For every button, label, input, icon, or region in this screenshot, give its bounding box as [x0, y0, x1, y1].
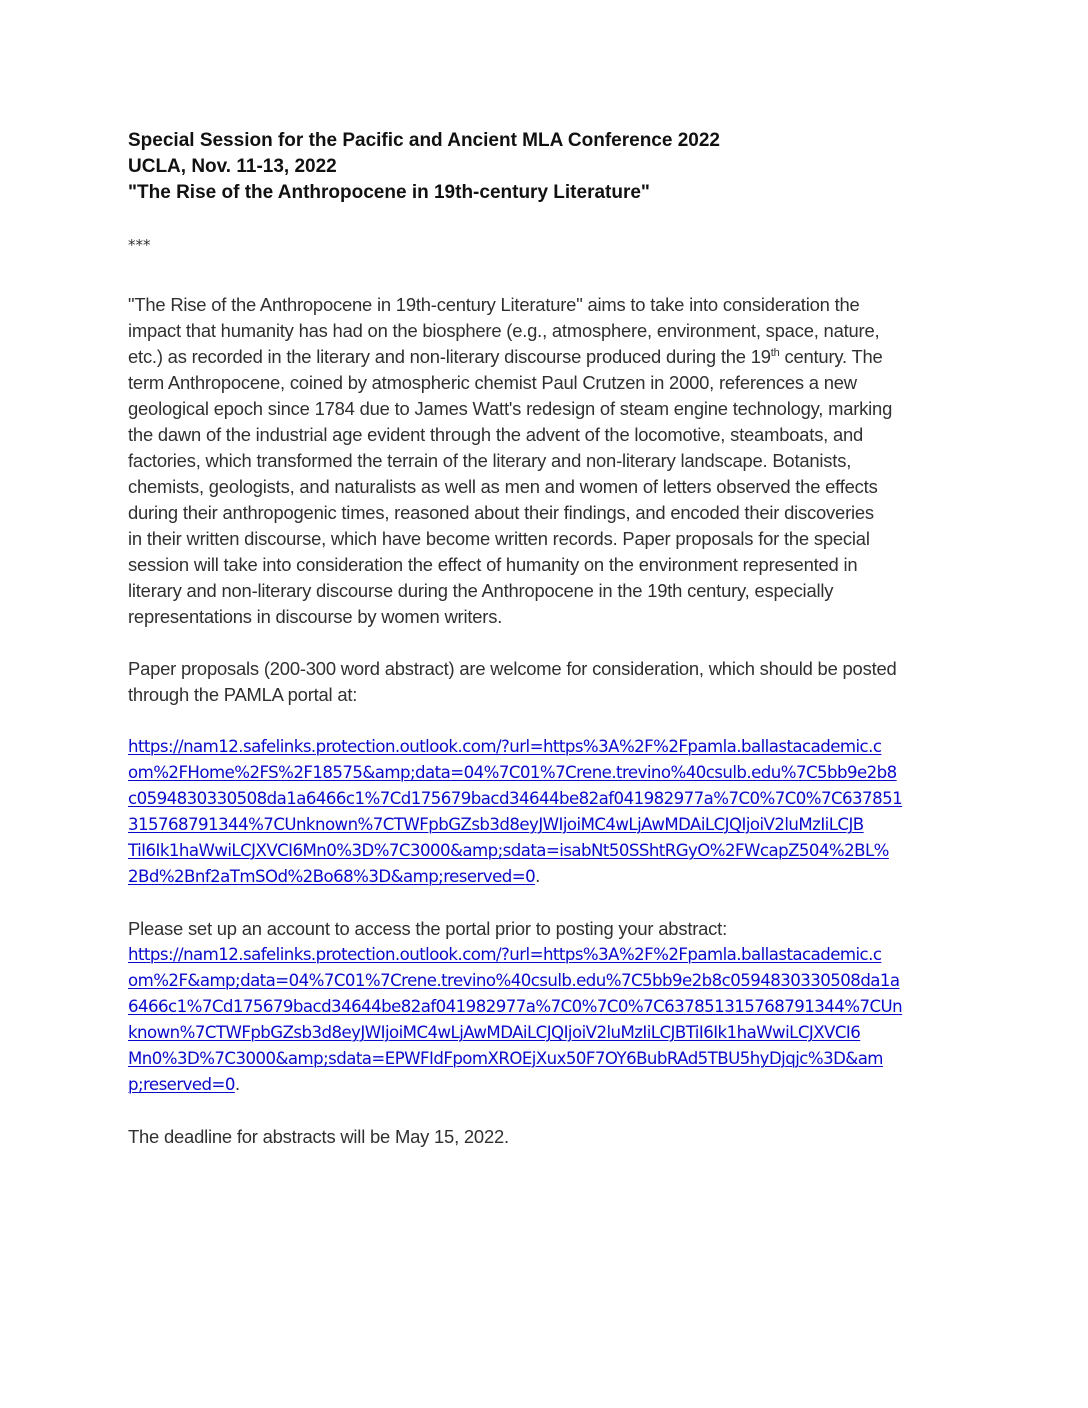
text-line: literary and non-literary discourse during the Anthropocene in the 19th century, especially	[128, 580, 834, 601]
venue-date: UCLA, Nov. 11-13, 2022	[128, 156, 337, 177]
text-line: "The Rise of the Anthropocene in 19th-century Literature" aims to take into consideration the	[128, 294, 860, 315]
submission-paragraph	[128, 656, 968, 708]
text-line: etc.) as recorded in the literary and non-literary discourse produced during the 19th century. The	[128, 346, 883, 367]
account-intro: Please set up an account to access the portal prior to posting your abstract:	[128, 918, 727, 939]
session-theme-title: "The Rise of the Anthropocene in 19th-century Literature"	[128, 182, 650, 203]
account-signup-link[interactable]: https://nam12.safelinks.protection.outlook.com/?url=https%3A%2F%2Fpamla.ballastacademic.c om%2F&amp;data=04%7C01%7Crene.trevino%40csulb.edu%7C5bb9e2b8c0594830330508da1a 6466c1%7Cd175679bacd34644be82af041982977a%7C0%7C0%7C637851315768791344%7CUn known%7CTWFpbGZsb3d8eyJWIjoiMC4wLjAwMDAiLCJQIjoiV2luMzIiLCJBTiI6Ik1haWwiLCJXVCI6 Mn0%3D%7C3000&amp;sdata=EPWFIdFpomXROEjXux50F7OY6BubRAd5TBU5hyDjqjc%3D&am p;reserved=0	[128, 945, 903, 1094]
text-line: during their anthropogenic times, reasoned about their findings, and encoded their discoveries	[128, 502, 874, 523]
text-line: impact that humanity has had on the biosphere (e.g., atmosphere, environment, space, nature,	[128, 320, 880, 341]
text-line: factories, which transformed the terrain of the literary and non-literary landscape. Botanists,	[128, 450, 852, 471]
text-line: session will take into consideration the effect of humanity on the environment represented in	[128, 554, 858, 575]
superscript-th: th	[770, 347, 780, 359]
deadline-text: The deadline for abstracts will be May 15, 2022.	[128, 1126, 509, 1147]
document-page	[128, 128, 968, 1150]
text-line: the dawn of the industrial age evident through the advent of the locomotive, steamboats, and	[128, 424, 864, 445]
description-paragraph	[128, 292, 968, 630]
text-line: geological epoch since 1784 due to James Watt's redesign of steam engine technology, marking	[128, 398, 893, 419]
section-separator: ***	[128, 236, 151, 254]
text-line: term Anthropocene, coined by atmospheric chemist Paul Crutzen in 2000, references a new	[128, 372, 857, 393]
link-trailing-period: .	[535, 867, 540, 886]
account-paragraph	[128, 916, 968, 1098]
text-line: representations in discourse by women writers.	[128, 606, 503, 627]
session-title: Special Session for the Pacific and Ancient MLA Conference 2022	[128, 130, 720, 151]
text-line: chemists, geologists, and naturalists as well as men and women of letters observed the effects	[128, 476, 878, 497]
link-trailing-period: .	[234, 1075, 240, 1094]
document-header	[128, 128, 968, 206]
portal-link[interactable]: https://nam12.safelinks.protection.outlook.com/?url=https%3A%2F%2Fpamla.ballastacademic.c om%2FHome%2FS%2F18575&amp;data=04%7C01%7Crene.trevino%40csulb.edu%7C5bb9e2b8 c0594830330508da1a6466c1%7Cd175679bacd34644be82af041982977a%7C0%7C0%7C637851 315768791344%7CUnknown%7CTWFpbGZsb3d8eyJWIjoiMC4wLjAwMDAiLCJQIjoiV2luMzIiLCJB TiI6Ik1haWwiLCJXVCI6Mn0%3D%7C3000&amp;sdata=isabNt50SShtRGyO%2FWcapZ504%2BL% 2Bd%2Bnf2aTmSOd%2Bo68%3D&amp;reserved=0	[128, 737, 903, 886]
portal-link-paragraph	[128, 734, 968, 890]
text-line: through the PAMLA portal at:	[128, 684, 358, 705]
text-line: in their written discourse, which have become written records. Paper proposals for the special	[128, 528, 870, 549]
text-line: Paper proposals (200-300 word abstract) are welcome for consideration, which should be posted	[128, 658, 897, 679]
